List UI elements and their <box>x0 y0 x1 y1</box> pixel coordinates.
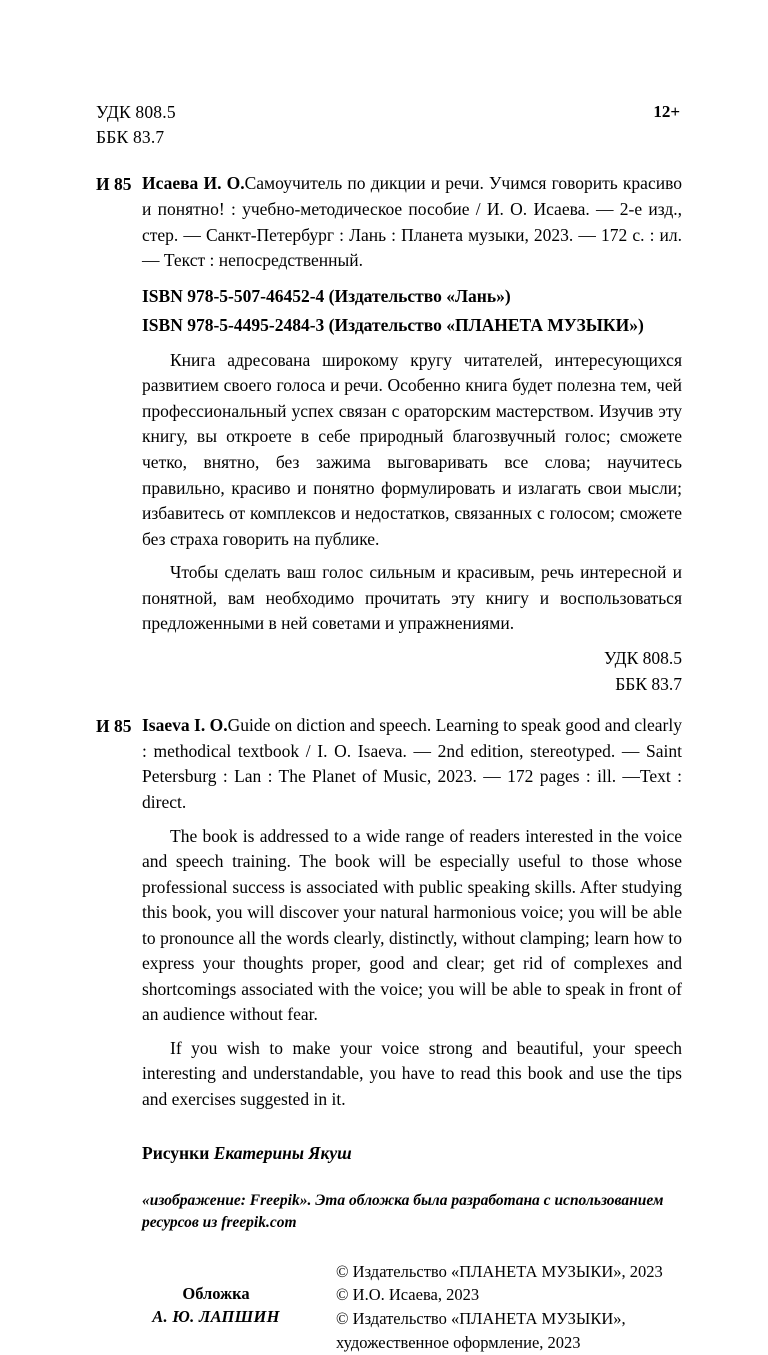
bottom-credits <box>96 1260 682 1355</box>
copyright-line: © Издательство «ПЛАНЕТА МУЗЫКИ», художественное оформление, 2023 <box>336 1309 630 1353</box>
annotation-ru-paragraph-2: Чтобы сделать ваш голос сильным и красивым, речь интересной и понятной, вам необходимо прочитать эту книгу и воспользоваться предложенными в ней советами и упражнениями. <box>142 562 682 634</box>
copyright-list <box>336 1260 682 1355</box>
annotation-en-paragraph-2: If you wish to make your voice strong and beautiful, your speech interesting and understandable, you have to read this book and use the tips and exercises suggested in it. <box>142 1037 682 1109</box>
freepik-attribution-note: «изображение: Freepik». Эта обложка была разработана с использованием ресурсов из freepik.com <box>142 1191 664 1231</box>
annotation-ru-paragraph-1: Книга адресована широкому кругу читателей, интересующихся развитием своего голоса и речи. Особенно книга будет полезна тем, чей профессиональный успех связан с ораторским мастерством. Изучив эту книгу, вы откроете в себе природный благозвучный голос; сможете четко, внятно, без зажима выговаривать все слова; научитесь правильно, красиво и понятно формулировать и излагать свои мысли; избавитесь от комплексов и недостатков, связанных с голосом; сможете без страха говорить на публике. <box>142 349 682 549</box>
record-body-en <box>142 713 682 1112</box>
cover-label: Обложка <box>182 1283 250 1303</box>
copyright-line: © И.О. Исаева, 2023 <box>336 1285 480 1305</box>
udk-code-repeat: УДК 808.5 <box>604 647 682 668</box>
bibliographic-record-ru <box>96 171 682 698</box>
illustrator-name: Екатерины Якуш <box>213 1142 352 1163</box>
author-name-en: Isaeva I. O. <box>142 715 228 736</box>
illustrations-credit <box>96 1143 682 1164</box>
bibliographic-record-en <box>96 713 682 1112</box>
top-row <box>96 100 682 151</box>
illustrations-label: Рисунки <box>142 1142 214 1163</box>
bbk-code: ББК 83.7 <box>96 127 165 148</box>
record-body-ru <box>142 171 682 698</box>
annotation-en-paragraph-1: The book is addressed to a wide range of readers interested in the voice and speech training. The book will be especially useful to those whose professional success is associated with public speaking skills. After studying this book, you will discover your natural harmonious voice; you will be able to pronounce all the words clearly, distinctly, without clamping; learn how to express your thoughts proper, good and clear; get rid of complexes and shortcomings associated with the voice; you will be able to speak in front of an audience without fear. <box>142 825 682 1025</box>
record-sign-ru: И 85 <box>96 173 132 194</box>
copyright-line: © Издательство «ПЛАНЕТА МУЗЫКИ», 2023 <box>336 1261 663 1281</box>
bbk-code-repeat: ББК 83.7 <box>615 674 682 695</box>
classification-codes-repeat <box>142 645 682 698</box>
udk-code: УДК 808.5 <box>96 102 176 122</box>
record-description-ru: Самоучитель по дикции и речи. Учимся говорить красиво и понятно! : учебно-методическое пособие / И. О. Исаева. — 2-е изд., стер. — Санкт-Петербург : Лань : Планета музыки, 2023. — 172 с. : ил. — Текст : непосредственный. <box>142 172 682 271</box>
record-sign-en: И 85 <box>96 716 132 737</box>
cover-designer-name: А. Ю. ЛАПШИН <box>152 1306 280 1326</box>
cover-designer-credit <box>96 1260 336 1355</box>
isbn-planeta-muzyki: ISBN 978-5-4495-2484-3 (Издательство «ПЛАНЕТА МУЗЫКИ») <box>142 314 644 335</box>
author-name-ru: Исаева И. О. <box>142 172 245 193</box>
record-description-en: Guide on diction and speech. Learning to speak good and clearly : methodical textbook / I. O. Isaeva. — 2nd edition, stereotyped. — Saint Petersburg : Lan : The Planet of Music, 2023. — 172 pages : ill. —Text : direct. <box>142 715 682 812</box>
age-rating-mark: 12+ <box>653 102 680 121</box>
isbn-lan: ISBN 978-5-507-46452-4 (Издательство «Лань») <box>142 286 511 307</box>
classification-codes <box>96 100 176 151</box>
